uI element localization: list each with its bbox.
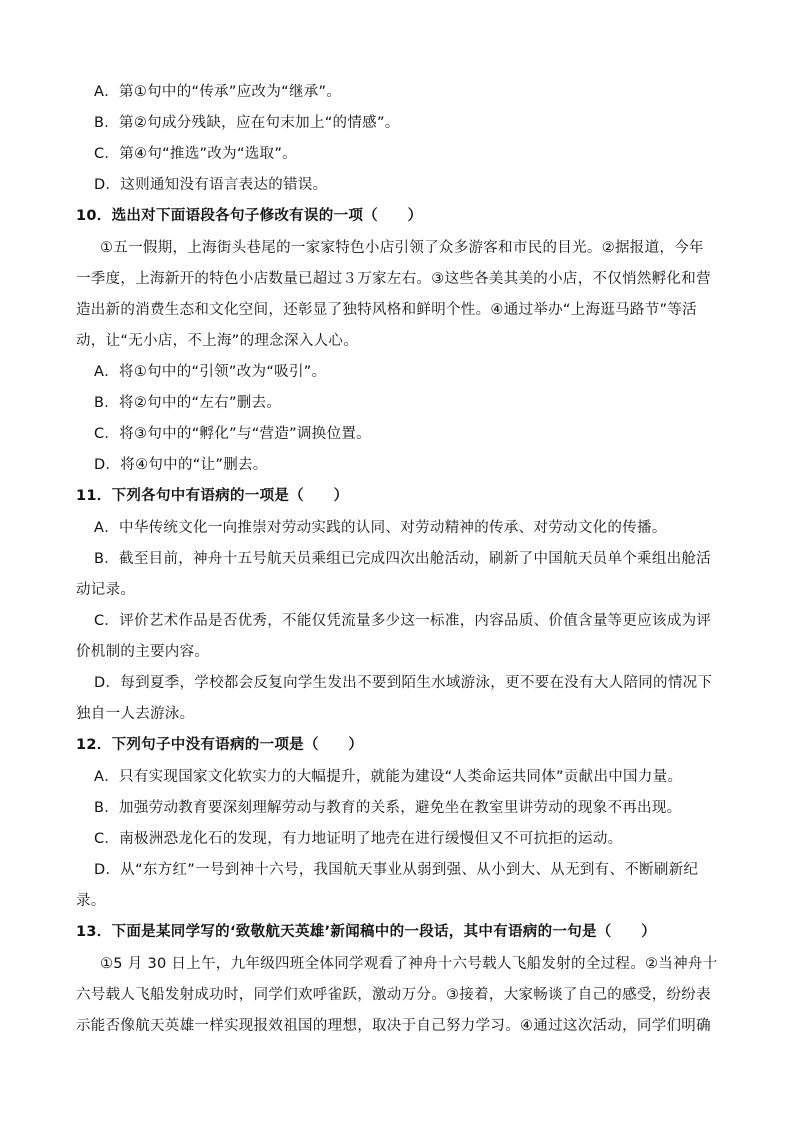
q10-option-b: B．将②句中的“左右”删去。 — [94, 395, 282, 411]
q10-passage-line: 动，让“无小店，不上海”的理念深入人心。 — [76, 333, 359, 349]
prev-option-b: B．第②句成分残缺，应在句末加上“的情感”。 — [94, 115, 400, 131]
q11-option-a: A．中华传统文化一向推崇对劳动实践的认同、对劳动精神的传承、对劳动文化的传播。 — [94, 520, 667, 536]
q12-option-b: B．加强劳动教育要深刻理解劳动与教育的关系，避免坐在教室里讲劳动的现象不再出现。 — [94, 800, 682, 816]
q13-passage-line: 六号载人飞船发射成功时，同学们欢呼雀跃，激动万分。③接着，大家畅谈了自己的感受，纷纷表 — [76, 987, 711, 1003]
q12-option-a: A．只有实现国家文化软实力的大幅提升，就能为建设“人类命运共同体”贡献出中国力量。 — [94, 769, 683, 785]
question-12-stem: 12．下列句子中没有语病的一项是（ ） — [76, 737, 364, 753]
q12-option-d-cont: 录。 — [76, 893, 106, 909]
q12-option-d: D．从“东方红”一号到神十六号，我国航天事业从弱到强、从小到大、从无到有、不断刷新纪 — [94, 862, 699, 878]
question-13-stem: 13．下面是某同学写的‘致敬航天英雄’新闻稿中的一段话，其中有语病的一句是（ ） — [76, 924, 656, 940]
question-11-stem: 11．下列各句中有语病的一项是（ ） — [76, 488, 349, 504]
q13-passage-line: ①5 月 30 日上午，九年级四班全体同学观看了神舟十六号载人飞船发射的全过程。②当神舟十 — [100, 956, 718, 972]
q11-option-c: C．评价艺术作品是否优秀，不能仅凭流量多少这一标准，内容品质、价值含量等更应该成为评 — [94, 613, 712, 629]
q11-option-b: B．截至目前，神舟十五号航天员乘组已完成四次出舱活动，刷新了中国航天员单个乘组出舱活 — [94, 551, 712, 567]
q11-option-d: D．每到夏季，学校都会反复向学生发出不要到陌生水域游泳，更不要在没有大人陪同的情况下 — [94, 675, 713, 691]
q11-option-c-cont: 价机制的主要内容。 — [76, 644, 210, 660]
q10-passage-line: 一季度，上海新开的特色小店数量已超过３万家左右。③这些各美其美的小店，不仅悄然孵化和营 — [76, 271, 711, 287]
q10-option-d: D．将④句中的“让”删去。 — [94, 457, 268, 473]
prev-option-a: A．第①句中的“传承”应改为“继承”。 — [94, 84, 342, 100]
q12-option-c: C．南极洲恐龙化石的发现，有力地证明了地壳在进行缓慢但又不可抗拒的运动。 — [94, 831, 623, 847]
q11-option-b-cont: 动记录。 — [76, 582, 136, 598]
q10-option-c: C．将③句中的“孵化”与“营造”调换位置。 — [94, 426, 371, 442]
q10-passage-line: ①五一假期，上海街头巷尾的一家家特色小店引领了众多游客和市民的目光。②据报道，今年 — [100, 240, 704, 256]
question-10-stem: 10．选出对下面语段各句子修改有误的一项（ ） — [76, 208, 423, 224]
q11-option-d-cont: 独自一人去游泳。 — [76, 706, 195, 722]
prev-option-c: C．第④句“推选”改为“选取”。 — [94, 146, 297, 162]
prev-option-d: D．这则通知没有语言表达的错误。 — [94, 177, 328, 193]
q13-passage-line: 示能否像航天英雄一样实现报效祖国的理想，取决于自己努力学习。④通过这次活动，同学们明确 — [76, 1018, 711, 1034]
q10-option-a: A．将①句中的“引领”改为“吸引”。 — [94, 364, 327, 380]
q10-passage-line: 造出新的消费生态和文化空间，还彰显了独特风格和鲜明个性。④通过举办“上海逛马路节”等活 — [76, 302, 697, 318]
